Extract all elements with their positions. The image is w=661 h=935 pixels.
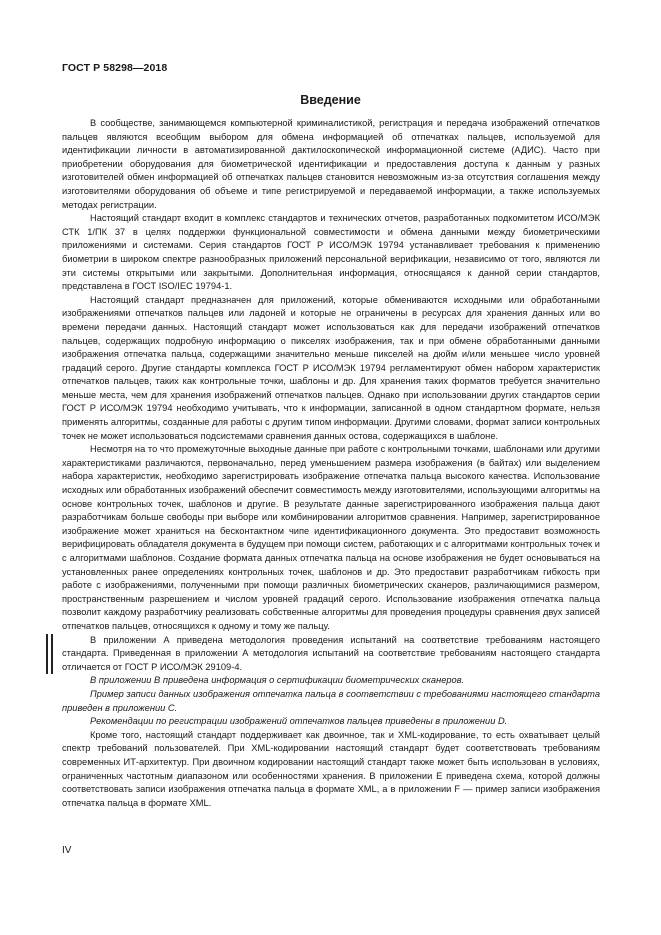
- paragraph-italic: Рекомендации по регистрации изображений отпечатков пальцев приведены в приложении D.: [90, 716, 508, 727]
- paragraph: Настоящий стандарт предназначен для приложений, которые обмениваются исходными или обработанными изображениями отпечатков пальцев или ладоней и которые не ограничены в ресурсах для хранения данных или во времени передачи данных. Настоящий стандарт может использоваться как для передачи изображений отпечатков пальцев, содержащих подробную информацию о пикселях изображения, так и при обмене обработанными данными изображения отпечатка пальца, содержащими значительно меньше пикселей на дюйм и/или меньшее число уровней градаций серого. Другие стандарты комплекса ГОСТ Р ИСО/МЭК 19794 регламентируют обмен набором характеристик отпечатков пальцев, таких как контрольные точки, шаблоны и др. Для хранения таких форматов требуется значительно меньше места, чем для хранения изображений отпечатков пальцев. Однако при использовании других стандартов серии ГОСТ Р ИСО/МЭК 19794 необходимо учитывать, что к информации, записанной в одном стандартном формате, нельзя применять алгоритмы, созданные для работы с другим типом информации. Другими словами, формат записи контрольных точек не может использоваться подсистемами сравнения данных остова, содержащихся в шаблоне.: [62, 294, 600, 441]
- paragraph: Несмотря на то что промежуточные выходные данные при работе с контрольными точками, шаблонами или другими характеристиками различаются, первоначально, перед уменьшением размера изображения (в байтах) или выделением набора характеристик, необходимо зарегистрировать изображение отпечатка пальца высокого качества. Использование исходных или обработанных изображений обеспечит совместимость между изготовителями, использующими алгоритмы на основе контрольных точек, шаблонов и другие. В результате данные зарегистрированного изображения пальца дают разработчикам больше свободы при выборе или комбинировании алгоритмов сравнения. Например, зарегистрированное изображение может храниться на бесконтактном чипе идентификационного документа. Это предоставит возможность верифицировать обладателя документа в будущем при помощи систем, работающих и с алгоритмами контрольных точек и с алгоритмами шаблонов. Создание формата данных отпечатка пальца на основе изображения не будет основываться на установленных ранее определениях контрольных точек, шаблонов и др. Это предоставит разработчикам гибкость при работе с изображениями, полученными при помощи различных биометрических сканеров, различающимися размером, пространственным разрешением и числом уровней градаций серого. Использование изображения отпечатка пальца позволит каждому разработчику реализовать собственные алгоритмы для проведения процедуры сравнения двух записей отпечатков пальцев, относящихся к одному и тому же пальцу.: [62, 444, 600, 631]
- paragraph: Кроме того, настоящий стандарт поддерживает как двоичное, так и XML-кодирование, то есть охватывает целый спектр требований пользователей. При XML-кодировании настоящий стандарт будет соответствовать требованиям современных ИТ-архитектур. При двоичном кодировании настоящий стандарт также может быть использован в условиях, ограниченных частотным диапазоном или особенностями хранения. В приложении Е приведена схема, которой должны соответствовать записи изображения отпечатка пальца в формате XML, а в приложении F — пример записи изображения отпечатка пальца в формате XML.: [62, 729, 600, 808]
- paragraph-italic: Пример записи данных изображения отпечатка пальца в соответствии с требованиями настоящего стандарта приведен в приложении С.: [62, 688, 600, 713]
- paragraph-revision-marked: В приложении А приведена методология проведения испытаний на соответствие требованиям настоящего стандарта. Приведенная в приложении А методология испытаний на соответствие требованиям настоящего стандарта отличается от ГОСТ Р ИСО/МЭК 29109-4.: [62, 634, 600, 675]
- document-header: ГОСТ Р 58298—2018: [62, 62, 168, 74]
- document-body: [62, 117, 600, 810]
- paragraph-italic: В приложении В приведена информация о сертификации биометрических сканеров.: [90, 675, 465, 686]
- section-title: Введение: [300, 93, 361, 107]
- paragraph: В сообществе, занимающемся компьютерной криминалистикой, регистрация и передача изображений отпечатков пальцев являются всеобщим выбором для обмена информацией об отпечатках пальцев, используемой для идентификации личности в автоматизированной дактилоскопической информационной системе (АДИС). Часто при приобретении оборудования для биометрической идентификации и предоставления доступа к данным у разных изготовителей обмен информацией об отпечатках пальцев становится невозможным из-за отсутствия соглашения между изготовителями оборудования об объеме и типе регистрируемой и передаваемой информации, а также используемых методах регистрации.: [62, 118, 600, 210]
- paragraph: Настоящий стандарт входит в комплекс стандартов и технических отчетов, разработанных подкомитетом ИСО/МЭК СТК 1/ПК 37 в целях поддержки функциональной совместимости и обмена данными между биометрическими приложениями и системами. Серия стандартов ГОСТ Р ИСО/МЭК 19794 устанавливает требования к применению биометрии в широком спектре разнообразных приложений персональной верификации, независимо от того, являются ли эти системы открытыми или закрытыми. Дополнительная информация, относящаяся к данной серии стандартов, представлена в ГОСТ ISO/IEC 19794-1.: [62, 213, 600, 292]
- page-number: IV: [62, 845, 72, 856]
